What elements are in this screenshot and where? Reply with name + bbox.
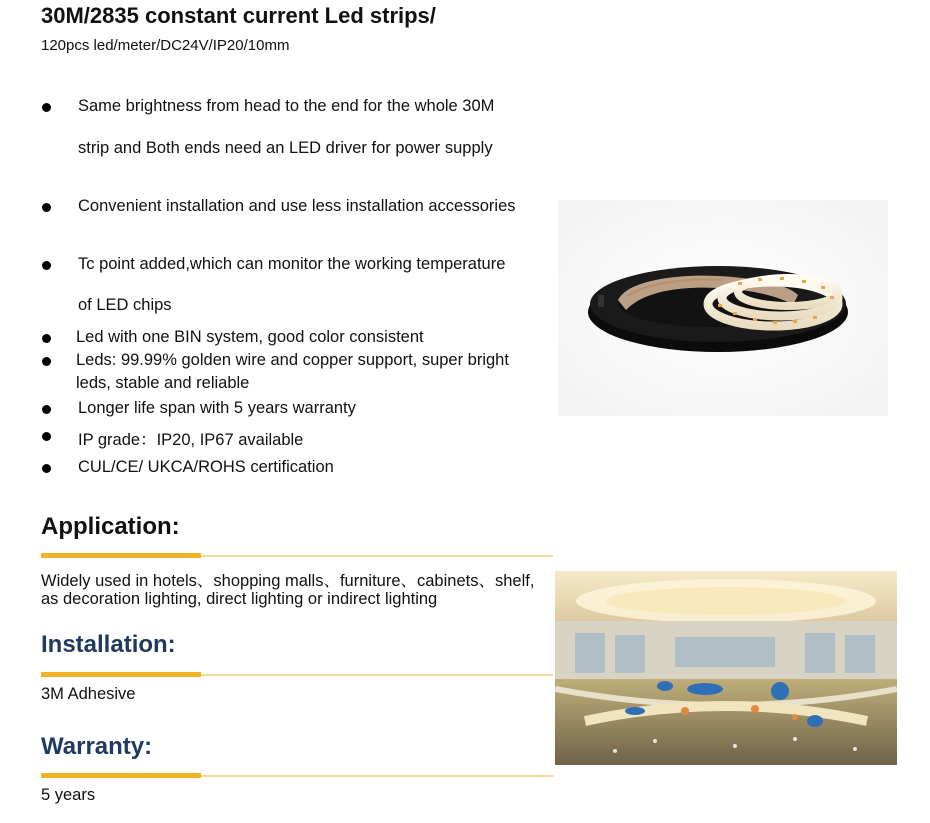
feature-item: Leds: 99.99% golden wire and copper support, super bright: [76, 351, 509, 369]
product-title: 30M/2835 constant current Led strips/: [41, 3, 436, 28]
bullet-dot: [42, 203, 51, 212]
feature-item: Convenient installation and use less installation accessories: [78, 197, 516, 215]
warranty-heading: Warranty:: [41, 733, 153, 760]
application-heading: Application:: [41, 513, 180, 540]
installation-heading: Installation:: [41, 631, 176, 658]
shopping-mall-image: [555, 571, 897, 765]
feature-item: CUL/CE/ UKCA/ROHS certification: [78, 458, 334, 476]
bullet-dot: [42, 334, 51, 343]
feature-item: Led with one BIN system, good color consistent: [76, 328, 424, 346]
bullet-dot: [42, 432, 51, 441]
application-accent-bar: [41, 553, 201, 558]
bullet-dot: [42, 261, 51, 270]
feature-item-continued: leds, stable and reliable: [76, 374, 250, 392]
bullet-dot: [42, 103, 51, 112]
warranty-accent-bar: [41, 773, 201, 778]
bullet-dot: [42, 405, 51, 414]
feature-item: Tc point added,which can monitor the working temperature: [78, 255, 506, 273]
application-text-line1: Widely used in hotels、shopping malls、furniture、cabinets、shelf,: [41, 572, 535, 590]
feature-item: Same brightness from head to the end for the whole 30M: [78, 97, 495, 115]
bullet-dot: [42, 464, 51, 473]
installation-text: 3M Adhesive: [41, 685, 136, 703]
led-strip-reel-image: [558, 200, 888, 416]
feature-item: IP grade：IP20, IP67 available: [78, 431, 304, 449]
application-text-line2: as decoration lighting, direct lighting or indirect lighting: [41, 590, 438, 608]
feature-item-continued: of LED chips: [78, 296, 172, 314]
bullet-dot: [42, 357, 51, 366]
feature-item-continued: strip and Both ends need an LED driver for power supply: [78, 139, 493, 157]
feature-item: Longer life span with 5 years warranty: [78, 399, 356, 417]
product-subtitle: 120pcs led/meter/DC24V/IP20/10mm: [41, 37, 290, 54]
warranty-text: 5 years: [41, 786, 96, 804]
installation-accent-bar: [41, 672, 201, 677]
